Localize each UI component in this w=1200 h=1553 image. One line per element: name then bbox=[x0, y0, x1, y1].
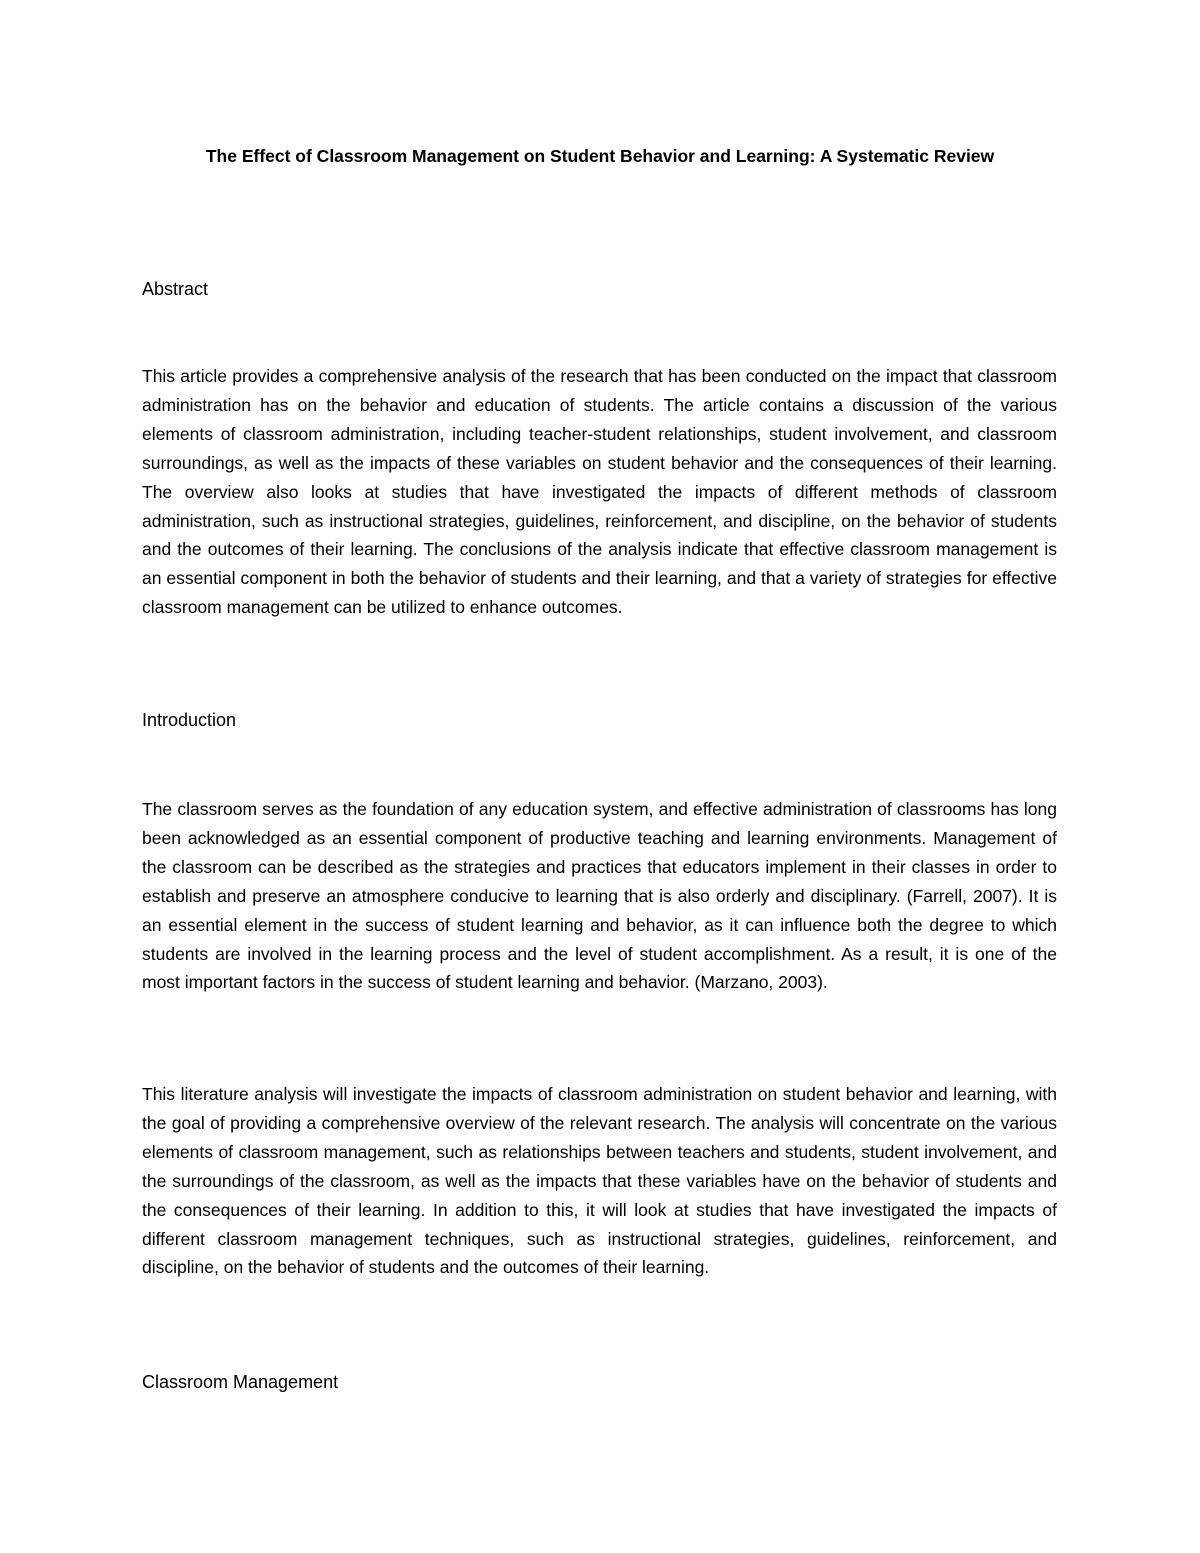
abstract-heading: Abstract bbox=[142, 279, 209, 299]
classroom-management-heading: Classroom Management bbox=[142, 1372, 339, 1392]
document-title: The Effect of Classroom Management on Student Behavior and Learning: A Systematic Review bbox=[205, 146, 995, 166]
introduction-paragraph-2: This literature analysis will investigate the impacts of classroom administration on student behavior and learning, with the goal of providing a comprehensive overview of the relevant research. The analysis will concentrate on the various elements of classroom management, such as relationships between teachers and students, student involvement, and the surroundings of the classroom, as well as the impacts that these variables have on the behavior of students and the consequences of their learning. In addition to this, it will look at studies that have investigated the impacts of different classroom management techniques, such as instructional strategies, guidelines, reinforcement, and discipline, on the behavior of students and the outcomes of their learning. bbox=[142, 1084, 1057, 1278]
introduction-paragraph-1: The classroom serves as the foundation of any education system, and effective administration of classrooms has long been acknowledged as an essential component of productive teaching and learning environments. Management of the classroom can be described as the strategies and practices that educators implement in their classes in order to establish and preserve an atmosphere conducive to learning that is also orderly and disciplinary. (Farrell, 2007). It is an essential element in the success of student learning and behavior, as it can influence both the degree to which students are involved in the learning process and the level of student accomplishment. As a result, it is one of the most important factors in the success of student learning and behavior. (Marzano, 2003). bbox=[142, 799, 1057, 993]
abstract-paragraph: This article provides a comprehensive analysis of the research that has been conducted on the impact that classroom administration has on the behavior and education of students. The article contains a discussion of the various elements of classroom administration, including teacher-student relationships, student involvement, and classroom surroundings, as well as the impacts of these variables on student behavior and the consequences of their learning. The overview also looks at studies that have investigated the impacts of different methods of classroom administration, such as instructional strategies, guidelines, reinforcement, and discipline, on the behavior of students and the outcomes of their learning. The conclusions of the analysis indicate that effective classroom management is an essential component in both the behavior of students and their learning, and that a variety of strategies for effective classroom management can be utilized to enhance outcomes. bbox=[142, 366, 1057, 618]
introduction-heading: Introduction bbox=[142, 710, 237, 730]
